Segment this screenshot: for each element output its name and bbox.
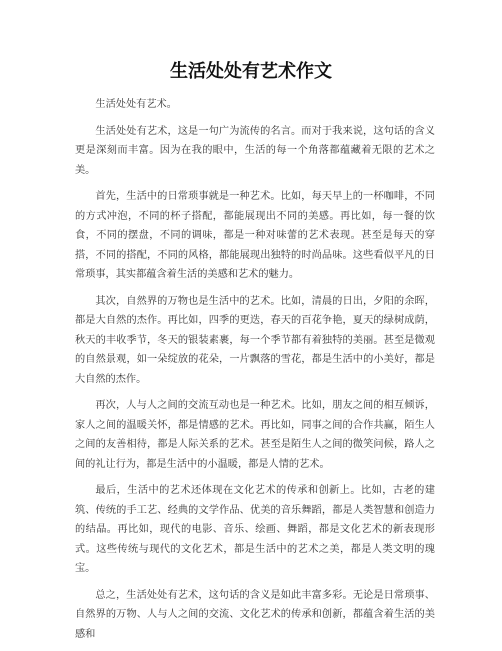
paragraph-conclusion: 总之，生活处处有艺术，这句话的含义是如此丰富多彩。无论是日常琐事、自然界的万物、人与人之间的交流、文化艺术的传承和创新，都蕴含着生活的美感和	[75, 589, 435, 640]
paragraph-culture: 最后，生活中的艺术还体现在文化艺术的传承和创新上。比如，古老的建筑、传统的手工艺、经典的文学作品、优美的音乐舞蹈，都是人类智慧和创造力的结晶。再比如，现代的电影、音乐、绘画、舞蹈，都是文化艺术的新表现形式。这些传统与现代的文化艺术，都是生活中的艺术之美，都是人类文明的瑰宝。	[75, 485, 435, 574]
paragraph-meaning: 生活处处有艺术，这是一句广为流传的名言。而对于我来说，这句话的含义更是深刻而丰富。因为在我的眼中，生活的每一个角落都蕴藏着无限的艺术之美。	[75, 125, 435, 176]
paragraph-relationships: 再次，人与人之间的交流互动也是一种艺术。比如，朋友之间的相互倾诉，家人之间的温暖关怀，都是情感的艺术。再比如，同事之间的合作共赢，陌生人之间的友善相待，都是人际关系的艺术。甚至是陌生人之间的微笑问候，路人之间的礼让行为，都是生活中的小温暖，都是人情的艺术。	[75, 400, 435, 470]
document-title: 生活处处有艺术作文	[170, 61, 332, 82]
paragraph-intro: 生活处处有艺术。	[95, 99, 177, 110]
document-body	[75, 95, 435, 651]
paragraph-daily-life: 首先，生活中的日常琐事就是一种艺术。比如，每天早上的一杯咖啡，不同的方式冲泡，不同的杯子搭配，都能展现出不同的美感。再比如，每一餐的饮食，不同的摆盘，不同的调味，都是一种对味蕾的艺术表现。甚至是每天的穿搭，不同的搭配，不同的风格，都能展现出独特的时尚品味。这些看似平凡的日常琐事，其实都蕴含着生活的美感和艺术的魅力。	[75, 191, 435, 280]
paragraph-nature: 其次，自然界的万物也是生活中的艺术。比如，清晨的日出，夕阳的余晖，都是大自然的杰作。再比如，四季的更迭，春天的百花争艳，夏天的绿树成荫，秋天的丰收季节，冬天的银装素裹，每一个季节都有着独特的美丽。甚至是微观的自然景观，如一朵绽放的花朵，一片飘落的雪花，都是生活中的小美好，都是大自然的杰作。	[75, 295, 435, 385]
